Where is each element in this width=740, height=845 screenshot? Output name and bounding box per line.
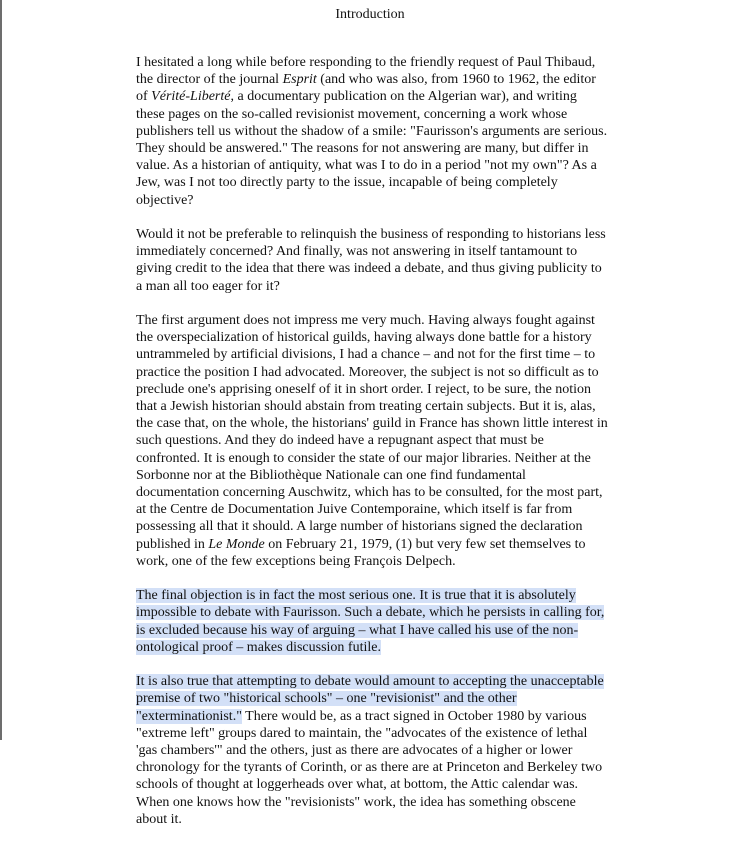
paragraph-2: Would it not be preferable to relinquish the business of responding to historians less immediately concerned? And finally, was not answering in itself tantamount to giving credit to the idea that there was indeed a debate, and thus giving publicity to a man all too eager for it?	[136, 227, 606, 294]
paragraph-1-text-a: I hesitated a long while before responding to the friendly request of Paul Thibaud, the director of the journal	[136, 55, 596, 88]
paragraph-3	[136, 312, 608, 570]
page-edge-rule	[0, 0, 2, 740]
text-selection-highlight[interactable]: The final objection is in fact the most serious one. It is true that it is absolutely impossible to debate with Faurisson. Such a debate, which he persists in calling for, is excluded because his way of arguing – what I have called his use of the non-ontological proof – makes discussion futile.	[136, 588, 605, 655]
paragraph-5	[136, 673, 608, 828]
paragraph-1-text-c: (and who was also, from 1960 to 1962, the editor of	[136, 72, 596, 105]
paragraph-1-text-e: , a documentary publication on the Algerian war), and writing these pages on the so-called revisionist movement, concerning a work whose publishers tell us without the shadow of a smile: "Faurisson's arguments are serious. They should be answered." The reasons for not answering are many, but differ in value. As a historian of antiquity, what was I to do in a period "not my own"? As a Jew, was I not too directly party to the issue, incapable of being completely objective?	[136, 89, 608, 208]
paragraph-1	[136, 54, 608, 209]
paragraph-3-text-a: The first argument does not impress me very much. Having always fought against the overspecialization of historical guilds, having always done battle for a history untrammeled by artificial divisions, I had a chance – and not for the first time – to practice the position I had advocated. Moreover, the subject is not so difficult as to preclude one's apprising oneself of it in short order. I reject, to be sure, the notion that a Jewish historian should abstain from treating certain subjects. But it is, alas, the case that, on the whole, the historians' guild in France has shown little interest in such questions. And they do indeed have a repugnant aspect that must be confronted. It is enough to consider the state of our major libraries. Neither at the Sorbonne nor at the Bibliothèque Nationale can one find fundamental documentation concerning Auschwitz, which has to be consulted, for the most part, at the Centre de Documentation Juive Contemporaine, which itself is far from possessing all that it should. A large number of historians signed the declaration published in	[136, 313, 608, 552]
journal-title-esprit: Esprit	[282, 72, 317, 88]
paragraph-5-text-rest: There would be, as a tract signed in October 1980 by various "extreme left" groups dared to maintain, the "advocates of the existence of lethal 'gas chambers'" and the others, just as there are advocates of a higher or lower chronology for the tyrants of Corinth, or as there are at Princeton and Berkeley two schools of thought at loggerheads over what, at bottom, the Attic calendar was. When one knows how the "revisionists" work, the idea has something obscene about it.	[136, 708, 603, 827]
newspaper-title-le-monde: Le Monde	[208, 536, 265, 552]
page-title: Introduction	[335, 7, 405, 22]
paragraph-4-highlighted	[136, 587, 608, 656]
document-body	[136, 54, 608, 845]
text-selection-highlight-partial[interactable]: It is also true that attempting to debate would amount to accepting the unacceptable premise of two "historical schools" – one "revisionist" and the other "exterminationist."	[136, 674, 604, 724]
publication-title-verite-liberte: Vérité-Liberté	[151, 89, 231, 105]
paragraph-3-text-c: on February 21, 1979, (1) but very few set themselves to work, one of the few exceptions being François Delpech.	[136, 536, 586, 569]
